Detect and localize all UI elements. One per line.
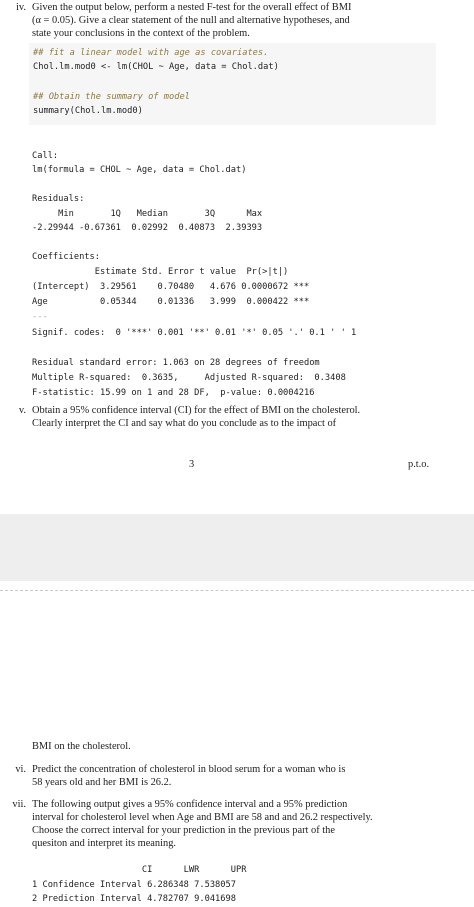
coefficients-header: Coefficients: <box>32 252 100 262</box>
text-line: Clearly interpret the CI and say what do you conclude as to the impact of <box>32 418 337 429</box>
signif-codes: Signif. codes: 0 '***' 0.001 '**' 0.01 '*' 0.05 '.' 0.1 ' ' 1 <box>32 328 357 338</box>
coefficients-row: Age 0.05344 0.01336 3.999 0.000422 *** <box>32 297 310 307</box>
text-line: 58 years old and her BMI is 26.2. <box>32 777 172 788</box>
residuals-labels: Min 1Q Median 3Q Max <box>32 209 263 219</box>
text-line: The following output gives a 95% confidence interval and a 95% prediction <box>32 799 348 810</box>
call-formula: lm(formula = CHOL ~ Age, data = Chol.dat) <box>32 165 247 175</box>
r-squared: Multiple R-squared: 0.3635, Adjusted R-squared: 0.3408 <box>32 373 346 383</box>
question-number: iv. <box>15 2 26 13</box>
residuals-header: Residuals: <box>32 194 85 204</box>
separator: --- <box>32 312 48 322</box>
code-block <box>29 43 436 125</box>
question-text <box>32 404 360 430</box>
residual-standard-error: Residual standard error: 1.063 on 28 degrees of freedom <box>32 358 320 368</box>
call-header: Call: <box>32 151 59 161</box>
code-line: Chol.lm.mod0 <- lm(CHOL ~ Age, data = Chol.dat) <box>33 62 279 72</box>
code-line: summary(Chol.lm.mod0) <box>33 106 143 116</box>
interval-header: CI LWR UPR <box>32 865 247 875</box>
code-comment: ## fit a linear model with age as covariates. <box>33 48 269 58</box>
coefficients-row: (Intercept) 3.29561 0.70480 4.676 0.0000672 *** <box>32 282 310 292</box>
continuation-text: BMI on the cholesterol. <box>32 741 131 752</box>
text-line: Choose the correct interval for your prediction in the previous part of the <box>32 825 335 836</box>
text-line: quesiton and interpret its meaning. <box>32 838 176 849</box>
text-line: Obtain a 95% confidence interval (CI) for the effect of BMI on the cholesterol. <box>32 405 361 416</box>
text-line: Predict the concentration of cholesterol in blood serum for a woman who is <box>32 764 346 775</box>
page-break <box>0 514 474 581</box>
text-line: Given the output below, perform a nested F-test for the overall effect of BMI <box>32 2 352 13</box>
interval-row: 2 Prediction Interval 4.782707 9.041698 <box>32 894 236 904</box>
text-line: interval for cholesterol level when Age and BMI are 58 and and 26.2 respectively. <box>32 812 373 823</box>
question-number: v. <box>18 405 26 416</box>
coefficients-columns: Estimate Std. Error t value Pr(>|t|) <box>32 267 289 277</box>
page-turn-note: p.t.o. <box>408 459 430 470</box>
page-divider <box>0 590 474 591</box>
page-number: 3 <box>189 459 195 470</box>
text-line: (α = 0.05). Give a clear statement of the null and alternative hypotheses, and <box>32 15 350 26</box>
question-text <box>32 763 345 789</box>
question-number: vi. <box>15 764 26 775</box>
residuals-values: -2.29944 -0.67361 0.02992 0.40873 2.39393 <box>32 223 263 233</box>
interval-row: 1 Confidence Interval 6.286348 7.538057 <box>32 880 236 890</box>
question-number: vii. <box>12 799 26 810</box>
question-text <box>32 798 373 850</box>
text-line: state your conclusions in the context of the problem. <box>32 28 250 39</box>
f-statistic: F-statistic: 15.99 on 1 and 28 DF, p-value: 0.0004216 <box>32 388 315 398</box>
question-text <box>32 1 351 40</box>
code-comment: ## Obtain the summary of model <box>33 92 190 102</box>
